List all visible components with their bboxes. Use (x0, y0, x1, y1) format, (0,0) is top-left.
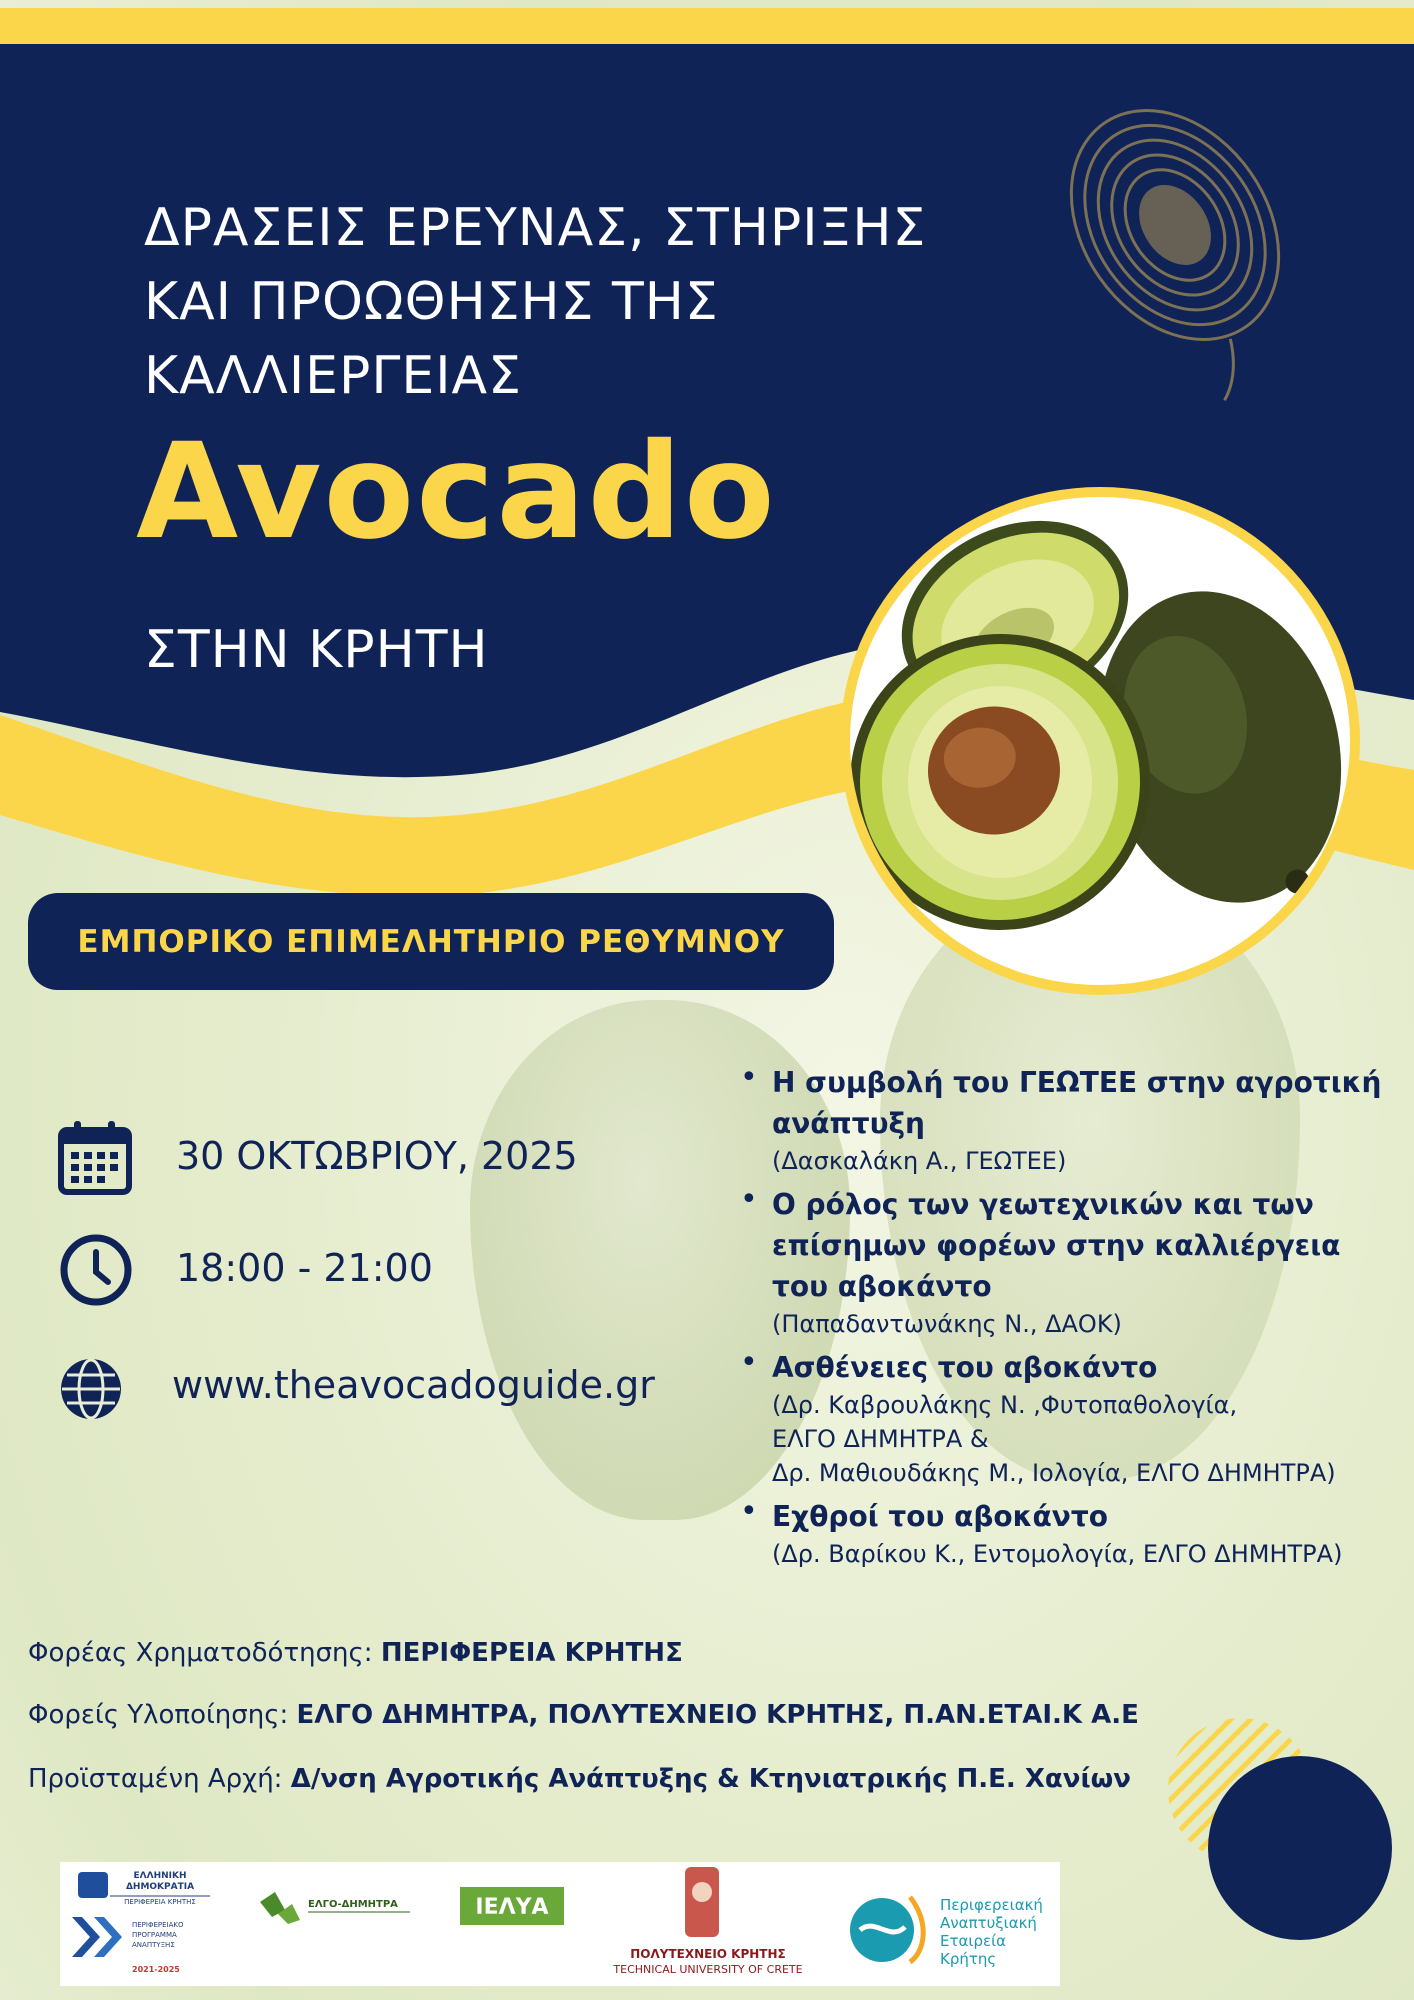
implementing-value: ΕΛΓΟ ΔΗΜΗΤΡΑ, ΠΟΛΥΤΕΧΝΕΙΟ ΚΡΗΤΗΣ, Π.ΑΝ.ΕΤΑΙ.Κ Α.Ε (296, 1700, 1139, 1730)
tuc-text-en: TECHNICAL UNIVERSITY OF CRETE (613, 1963, 803, 1976)
agenda-item-speaker: (Δασκαλάκη Α., ΓΕΩΤΕΕ) (772, 1147, 1067, 1175)
authority-value: Δ/νση Αγροτικής Ανάπτυξης & Κτηνιατρικής Π.Ε. Χανίων (290, 1764, 1131, 1794)
funding-body-line (28, 1638, 683, 1668)
avocado-headline: Avocado (136, 415, 777, 569)
authority-label: Προϊσταμένη Αρχή: (28, 1764, 291, 1794)
event-website-link[interactable]: www.theavocadoguide.gr (172, 1363, 655, 1407)
agenda-item-title: • Η συμβολή του ΓΕΩΤΕΕ στην αγροτική ανάπτυξη (772, 1066, 1382, 1140)
implementing-bodies-line (28, 1700, 1139, 1730)
funding-label: Φορέας Χρηματοδότησης: (28, 1638, 381, 1668)
agenda-item-speaker: (Παπαδαντωνάκης Ν., ΔΑΟΚ) (772, 1310, 1122, 1338)
regional-development-company-logo (850, 1896, 1043, 1968)
technical-university-of-crete-logo (612, 1867, 802, 1976)
greek-republic-text-2: ΔΗΜΟΚΡΑΤΙΑ (125, 1882, 195, 1892)
program-text-4: 2021-2025 (132, 1965, 180, 1974)
globe-icon (58, 1356, 124, 1422)
agenda-item-speaker: (Δρ. Καβρουλάκης Ν. ,Φυτοπαθολογία, ΕΛΓΟ ΔΗΜΗΤΡΑ & Δρ. Μαθιουδάκης Μ., Ιολογία, ΕΛΓΟ ΔΗΜΗΤΡΑ) (772, 1391, 1336, 1487)
elgo-text: ΕΛΓΟ-ΔΗΜΗΤΡΑ (308, 1899, 398, 1910)
supervising-authority-line (28, 1764, 1131, 1794)
program-text-3: ΑΝΑΠΤΥΞΗΣ (132, 1941, 175, 1949)
ielya-logo (460, 1887, 564, 1925)
paneta-text-4: Κρήτης (940, 1950, 997, 1968)
greek-republic-text-3: ΠΕΡΙΦΕΡΕΙΑ ΚΡΗΤΗΣ (124, 1898, 196, 1906)
agenda-item-title: • Ασθένειες του αβοκάντο (772, 1351, 1158, 1384)
event-date: 30 ΟΚΤΩΒΡΙΟΥ, 2025 (176, 1134, 578, 1178)
venue-banner (28, 893, 834, 990)
tuc-text-gr: ΠΟΛΥΤΕΧΝΕΙΟ ΚΡΗΤΗΣ (630, 1947, 786, 1961)
greek-republic-text-1: ΕΛΛΗΝΙΚΗ (133, 1871, 187, 1881)
greek-republic-logo (78, 1871, 210, 1906)
clock-icon (58, 1232, 134, 1308)
header-subtitle: ΣΤΗΝ ΚΡΗΤΗ (144, 620, 489, 680)
program-text-1: ΠΕΡΙΦΕΡΕΙΑΚΟ (132, 1921, 184, 1929)
ielya-text: ΙΕΛΥΑ (475, 1895, 549, 1920)
program-text-2: ΠΡΟΓΡΑΜΜΑ (132, 1931, 177, 1939)
implementing-label: Φορείς Υλοποίησης: (28, 1700, 297, 1730)
agenda-item (740, 1347, 1400, 1490)
elgo-dimitra-logo (260, 1892, 410, 1924)
agenda-item-title: • Εχθροί του αβοκάντο (772, 1500, 1108, 1533)
venue-label: ΕΜΠΟΡΙΚΟ ΕΠΙΜΕΛΗΤΗΡΙΟ ΡΕΘΥΜΝΟΥ (77, 923, 785, 960)
agenda-item-title: • Ο ρόλος των γεωτεχνικών και των επίσημων φορέων στην καλλιέργεια του αβοκάντο (772, 1188, 1341, 1303)
agenda-item (740, 1184, 1400, 1341)
paneta-text-1: Περιφερειακή (940, 1896, 1043, 1914)
event-time: 18:00 - 21:00 (176, 1246, 433, 1290)
header-title-line-1: ΔΡΑΣΕΙΣ ΕΡΕΥΝΑΣ, ΣΤΗΡΙΞΗΣ (144, 198, 927, 258)
header-title-line-2: ΚΑΙ ΠΡΟΩΘΗΣΗΣ ΤΗΣ (144, 272, 719, 332)
avocado-photo (840, 487, 1360, 995)
paneta-text-2: Αναπτυξιακή (940, 1914, 1037, 1932)
development-program-logo (72, 1917, 184, 1974)
agenda-item-speaker: (Δρ. Βαρίκου Κ., Εντομολογία, ΕΛΓΟ ΔΗΜΗΤΡΑ) (772, 1540, 1343, 1568)
calendar-icon (56, 1118, 136, 1198)
funding-value: ΠΕΡΙΦΕΡΕΙΑ ΚΡΗΤΗΣ (380, 1638, 683, 1668)
decorative-striped-circle (1160, 1710, 1400, 1950)
agenda-item (740, 1496, 1400, 1571)
agenda-item (740, 1062, 1400, 1178)
agenda-list (740, 1062, 1400, 1577)
header-title-line-3: ΚΑΛΛΙΕΡΓΕΙΑΣ (144, 346, 522, 406)
paneta-text-3: Εταιρεία (940, 1932, 1007, 1950)
sponsor-logos-strip (60, 1862, 1060, 1986)
